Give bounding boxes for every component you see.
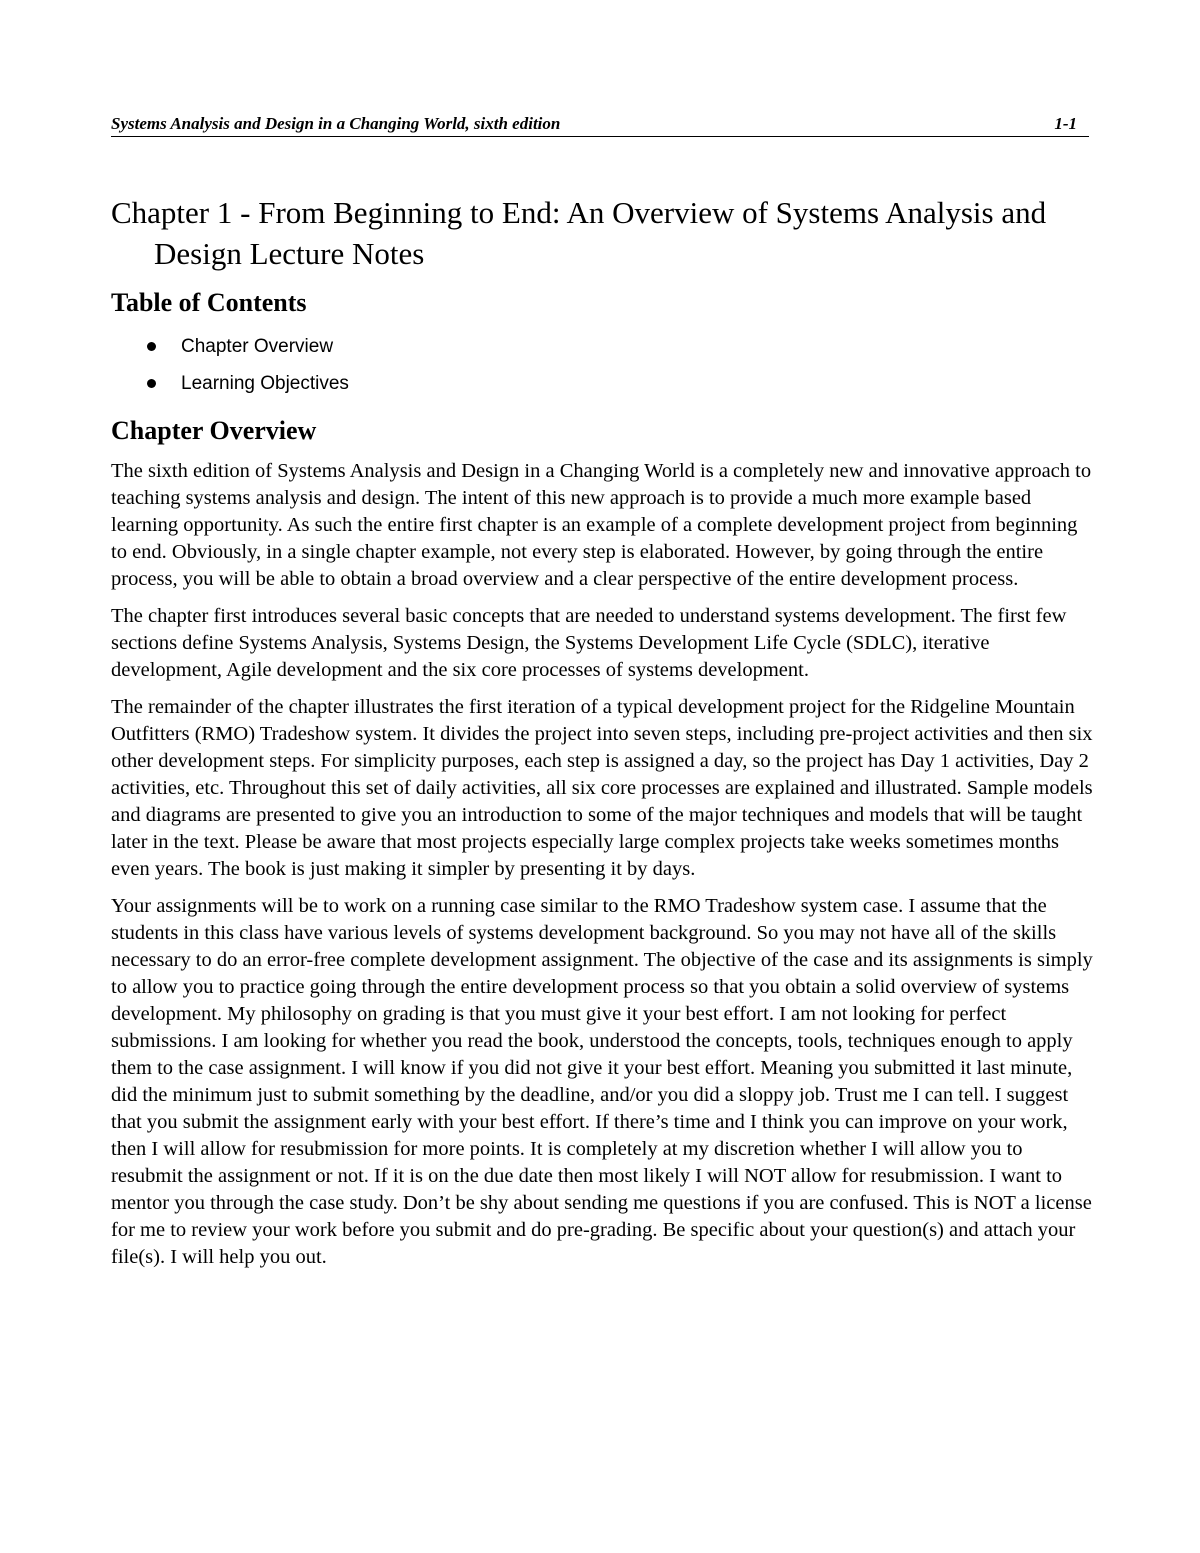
paragraph: The chapter first introduces several basic concepts that are needed to understand systems development. The first few sections define Systems Analysis, Systems Design, the Systems Development Life Cycle (SDLC), iterative development, Agile development and the six core processes of systems development. (111, 605, 1067, 681)
section-heading-chapter-overview: Chapter Overview (111, 416, 317, 445)
overview-body (111, 458, 1093, 1281)
toc-list (111, 332, 349, 406)
toc-item-label: Chapter Overview (181, 336, 334, 357)
bullet-icon (147, 379, 156, 388)
bullet-icon (147, 342, 156, 351)
running-header (111, 112, 1089, 137)
paragraph: The sixth edition of Systems Analysis and Design in a Changing World is a completely new and innovative approach to teaching systems analysis and design. The intent of this new approach is to provide a much more example based learning opportunity. As such the entire first chapter is an example of a complete development project from beginning to end. Obviously, in a single chapter example, not every step is elaborated. However, by going through the entire process, you will be able to obtain a broad overview and a clear perspective of the entire development process. (111, 460, 1092, 590)
toc-heading: Table of Contents (111, 288, 307, 317)
paragraph: Your assignments will be to work on a running case similar to the RMO Tradeshow system case. I assume that the students in this class have various levels of systems development background. So you may not have all of the skills necessary to do an error-free complete development assignment. The objective of the case and its assignments is simply to allow you to practice going through the entire development process so that you obtain a solid overview of systems development. My philosophy on grading is that you must give it your best effort. I am not looking for perfect submissions. I am looking for whether you read the book, understood the concepts, tools, techniques enough to apply them to the case assignment. I will know if you did not give it your best effort. Meaning you submitted it last minute, did the minimum just to submit something by the deadline, and/or you did a sloppy job. Trust me I can tell. I suggest that you submit the assignment early with your best effort. If there’s time and I think you can improve on your work, then I will allow for resubmission for more points. It is completely at my discretion whether I will allow you to resubmit the assignment or not. If it is on the due date then most likely I will NOT allow for resubmission. I want to mentor you through the case study. Don’t be shy about sending me questions if you are confused. This is NOT a license for me to review your work before you submit and do pre-grading. Be specific about your question(s) and attach your file(s). I will help you out. (111, 895, 1093, 1268)
toc-item-label: Learning Objectives (181, 373, 349, 394)
book-title: Systems Analysis and Design in a Changing World, sixth edition (111, 114, 561, 133)
paragraph: The remainder of the chapter illustrates the first iteration of a typical development project for the Ridgeline Mountain Outfitters (RMO) Tradeshow system. It divides the project into seven steps, including pre-project activities and then six other development steps. For simplicity purposes, each step is assigned a day, so the project has Day 1 activities, Day 2 activities, etc. Throughout this set of daily activities, all six core processes are explained and illustrated. Sample models and diagrams are presented to give you an introduction to some of the major techniques and models that will be taught later in the text. Please be aware that most projects especially large complex projects take weeks sometimes months even years. The book is just making it simpler by presenting it by days. (111, 696, 1093, 880)
toc-item-chapter-overview[interactable] (111, 332, 349, 369)
toc-item-learning-objectives[interactable] (111, 369, 349, 406)
chapter-title: Chapter 1 - From Beginning to End: An Overview of Systems Analysis and Design Lecture Notes (111, 195, 1047, 271)
page-number: 1-1 (1054, 114, 1077, 133)
